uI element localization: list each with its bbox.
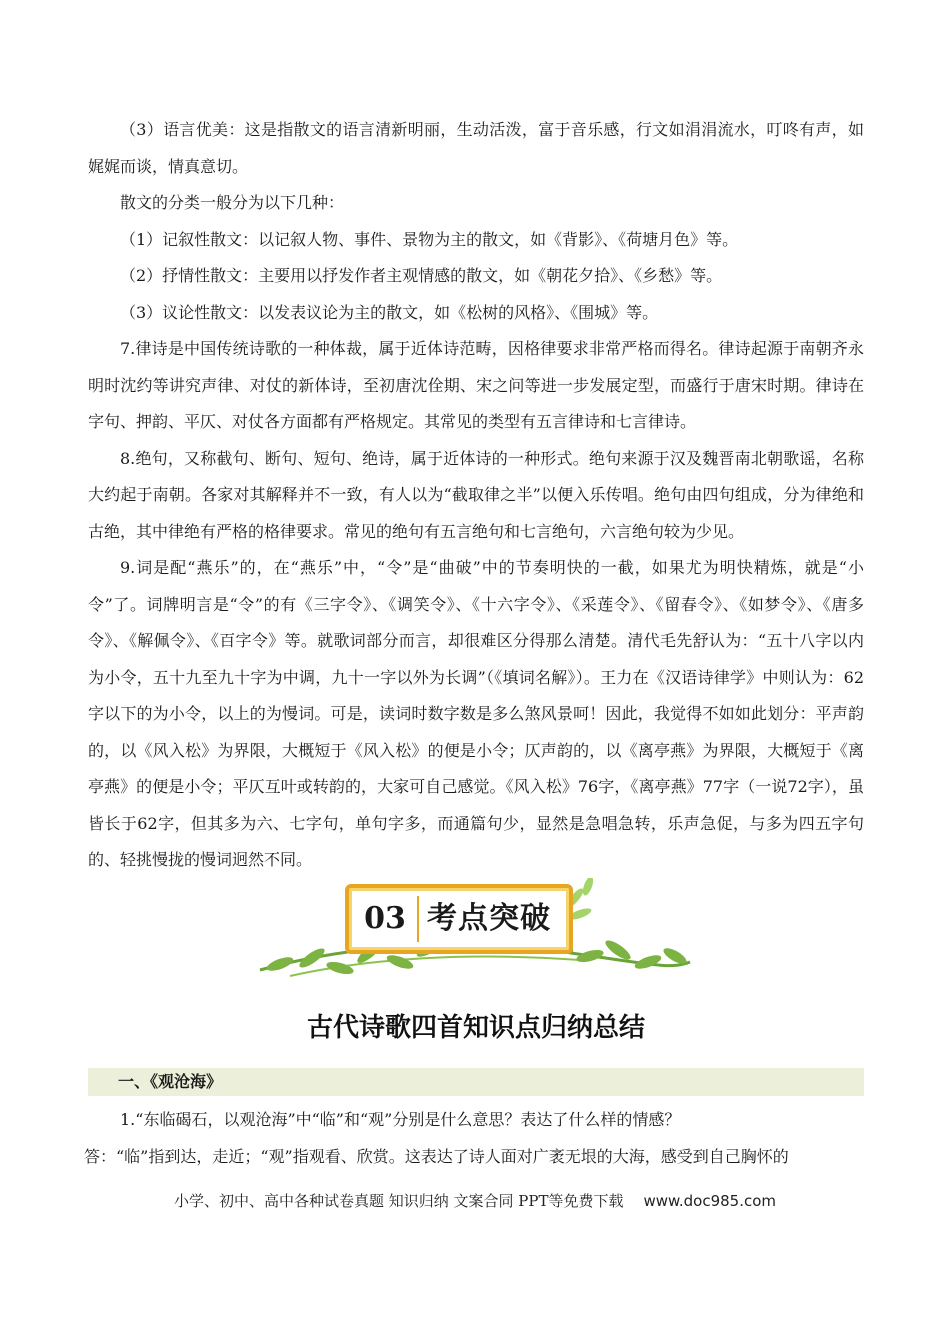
body-text [88, 112, 864, 879]
footer-text: 小学、初中、高中各种试卷真题 知识归纳 文案合同 PPT等免费下载 [173, 1192, 624, 1210]
badge-frame [345, 884, 573, 954]
subsection-title: 一、《观沧海》 [118, 1072, 223, 1091]
badge-number: 03 [364, 901, 406, 936]
paragraph-lvshi: 7.律诗是中国传统诗歌的一种体裁，属于近体诗范畴，因格律要求非常严格而得名。律诗起源于南朝齐永明时沈约等讲究声律、对仗的新体诗，至初唐沈佺期、宋之问等进一步发展定型，而盛行于唐宋时期。律诗在字句、押韵、平仄、对仗各方面都有严格规定。其常见的类型有五言律诗和七言律诗。 [88, 339, 864, 431]
paragraph-lyric-prose: （2）抒情性散文：主要用以抒发作者主观情感的散文，如《朝花夕拾》、《乡愁》等。 [120, 266, 723, 285]
section-badge [250, 878, 700, 990]
paragraph-narrative-prose: （1）记叙性散文：以记叙人物、事件、景物为主的散文，如《背影》、《荷塘月色》等。 [120, 229, 739, 249]
paragraph-ci: 9.词是配“燕乐”的，在“燕乐”中，“令”是“曲破”中的节奏明快的一截，如果尤为明快精炼，就是“小令”了。词牌明言是“令”的有《三字令》、《调笑令》、《十六字令》、《采莲令》、《留春令》、《如梦令》、《唐多令》、《解佩令》、《百字令》等。就歌词部分而言，却很难区分得那么清楚。清代毛先舒认为：“五十八字以内为小令，五十九至九十字为中调，九十一字以外为长调”（《填词名解》）。王力在《汉语诗律学》中则认为：62字以下的为小令，以上的为慢词。可是，读词时数字数是多么煞风景呵！因此，我觉得不如如此划分：平声韵的，以《风入松》为界限，大概短于《风入松》的便是小令；仄声韵的，以《离亭燕》为界限，大概短于《离亭燕》的便是小令；平仄互叶或转韵的，大家可自己感觉。《风入松》76字，《离亭燕》77字（一说72字），虽皆长于62字，但其多为六、七字句，单句字多，而通篇句少，显然是急唱急转，乐声急促，与多为四五字句的、轻挑慢拢的慢词迥然不同。 [88, 558, 864, 869]
footer-site-link[interactable]: www.doc985.com [643, 1192, 777, 1210]
question-text: 1.“东临碣石，以观沧海”中“临”和“观”分别是什么意思？表达了什么样的情感？ [120, 1110, 681, 1129]
paragraph-argumentative-prose: （3）议论性散文：以发表议论为主的散文，如《松树的风格》、《围城》等。 [120, 302, 659, 322]
paragraph-language-beauty: （3）语言优美：这是指散文的语言清新明丽，生动活泼，富于音乐感，行文如涓涓流水，叮咚有声，如娓娓而谈，情真意切。 [88, 120, 864, 176]
question-block [84, 1102, 864, 1175]
answer-text: 答：“临”指到达，走近；“观”指观看、欣赏。这表达了诗人面对广袤无垠的大海，感受到自己胸怀的 [84, 1146, 789, 1166]
page-footer [0, 1189, 950, 1213]
badge-label: 考点突破 [427, 901, 551, 936]
badge-divider [417, 896, 419, 942]
paragraph-jueju: 8.绝句，又称截句、断句、短句、绝诗，属于近体诗的一种形式。绝句来源于汉及魏晋南北朝歌谣，名称大约起于南朝。各家对其解释并不一致，有人以为“截取律之半”以便入乐传唱。绝句由四句组成，分为律绝和古绝，其中律绝有严格的格律要求。常见的绝句有五言绝句和七言绝句，六言绝句较为少见。 [88, 448, 864, 541]
section-title: 古代诗歌四首知识点归纳总结 [306, 1013, 645, 1043]
subsection-header [88, 1068, 864, 1096]
paragraph-prose-categories: 散文的分类一般分为以下几种： [120, 193, 345, 212]
